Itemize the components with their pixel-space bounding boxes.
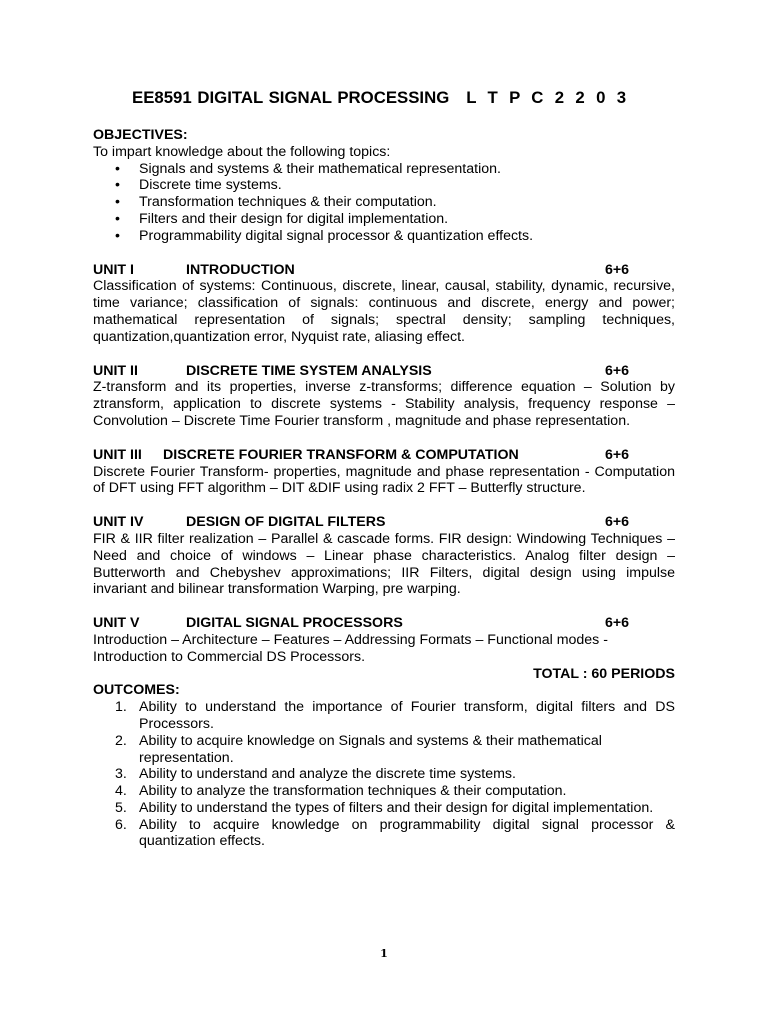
unit-hours: 6+6 [605,261,630,278]
objectives-intro: To impart knowledge about the following topics: [93,143,391,160]
unit-heading [93,615,675,632]
total-periods: TOTAL : 60 PERIODS [533,665,675,682]
objective-item: • Signals and systems & their mathematical representation. [115,160,501,177]
outcome-number: 2. [115,732,127,749]
unit-hours: 6+6 [605,514,630,531]
unit-heading [93,262,675,279]
outcome-number: 5. [115,799,127,816]
outcomes-heading: OUTCOMES: [93,682,180,699]
unit-description: Classification of systems: Continuous, discrete, linear, causal, stability, dynamic, recursive, time variance; classification of signals: continuous and discrete, energy and power; mathematical representation of signals; spectral density; sampling techniques, quantization,quantization error, Nyquist rate, aliasing effect. [93,278,675,345]
unit-title: DISCRETE FOURIER TRANSFORM & COMPUTATION [163,446,519,463]
unit-heading [93,514,675,531]
unit-number: UNIT I [93,261,134,278]
unit-hours: 6+6 [605,615,630,632]
outcome-number: 4. [115,783,127,800]
bullet-icon: • [115,194,120,211]
unit-hours: 6+6 [605,362,630,379]
unit-title: DESIGN OF DIGITAL FILTERS [186,514,386,531]
syllabus-content [93,88,675,850]
page-title: EE8591 DIGITAL SIGNAL PROCESSING L T P C 2 2 0 3 [132,88,627,107]
outcome-number: 6. [115,816,127,833]
bullet-icon: • [115,177,120,194]
outcome-number: 3. [115,766,127,783]
unit-title: INTRODUCTION [186,261,295,278]
unit-section [93,514,675,598]
unit-title: DISCRETE TIME SYSTEM ANALYSIS [186,362,432,379]
objectives-heading: OBJECTIVES: [93,127,188,143]
outcome-item: 3. Ability to understand and analyze the discrete time systems. [115,766,516,783]
unit-hours: 6+6 [605,446,630,463]
unit-section [93,262,675,346]
outcome-number: 1. [115,699,127,716]
bullet-icon: • [115,227,120,244]
objective-item: • Programmability digital signal processor & quantization effects. [115,227,534,244]
unit-section [93,363,675,430]
objective-item: • Transformation techniques & their computation. [115,194,437,211]
outcome-item: 4. Ability to analyze the transformation techniques & their computation. [115,783,567,800]
unit-description: Z-transform and its properties, inverse z-transforms; difference equation – Solution by ztransform, application to discrete systems - Stability analysis, frequency response –Convolution – Discrete Time Fourier transform , magnitude and phase representation. [93,379,675,429]
unit-heading [93,363,675,380]
bullet-icon: • [115,160,120,177]
unit-number: UNIT II [93,362,138,379]
outcome-item: 5. Ability to understand the types of filters and their design for digital implementation. [115,799,654,816]
unit-description: FIR & IIR filter realization – Parallel & cascade forms. FIR design: Windowing Techniques –Need and choice of windows – Linear phase characteristics. Analog filter design –Butterworth and Chebyshev approximations; IIR Filters, digital design using impulse invariant and bilinear transformation Warping, pre warping. [93,530,675,598]
bullet-icon: • [115,210,120,227]
unit-number: UNIT III [93,446,142,463]
unit-description: Discrete Fourier Transform- properties, magnitude and phase representation - Computation of DFT using FFT algorithm – DIT &DIF using radix 2 FFT – Butterfly structure. [93,463,675,497]
unit-heading [93,447,675,464]
unit-description: Introduction – Architecture – Features – Addressing Formats – Functional modes - Introduction to Commercial DS Processors. [93,631,608,665]
outcome-item: 2. Ability to acquire knowledge on Signals and systems & their mathematical representation. [115,732,602,766]
unit-section [93,615,675,665]
objectives-list [93,161,675,245]
objective-item: • Discrete time systems. [115,177,282,194]
page-number: 1 [380,947,388,960]
outcome-item: 6. Ability to acquire knowledge on programmability digital signal processor & quantization effects. [115,816,675,850]
objective-item: • Filters and their design for digital implementation. [115,210,449,227]
outcome-item: 1. Ability to understand the importance of Fourier transform, digital filters and DS Processors. [115,699,675,732]
unit-title: DIGITAL SIGNAL PROCESSORS [186,615,403,632]
unit-number: UNIT IV [93,514,144,531]
unit-section [93,447,675,497]
unit-number: UNIT V [93,615,140,632]
outcomes-list [93,699,675,850]
